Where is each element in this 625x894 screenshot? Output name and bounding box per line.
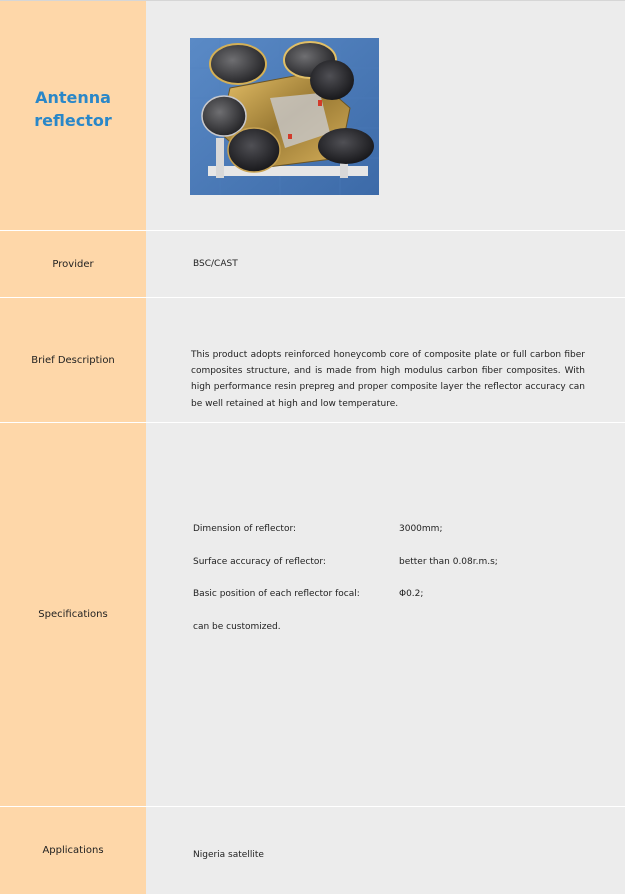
satellite-antenna-reflectors-photo xyxy=(190,38,379,195)
specifications-cell xyxy=(146,423,625,806)
spec-value-surface-accuracy: better than 0.08r.m.s; xyxy=(399,557,498,567)
brief-description-label: Brief Description xyxy=(0,298,146,422)
title-row xyxy=(0,1,625,230)
applications-row xyxy=(0,807,625,894)
spec-note: can be customized. xyxy=(193,622,281,632)
spec-name-surface-accuracy: Surface accuracy of reflector: xyxy=(193,557,326,567)
spec-value-dimension: 3000mm; xyxy=(399,524,443,534)
spec-name-focal-position: Basic position of each reflector focal: xyxy=(193,589,360,599)
spec-name-dimension: Dimension of reflector: xyxy=(193,524,297,534)
brief-description-text: This product adopts reinforced honeycomb core of composite plate or full carbon fiber composites structure, and is made from high modulus carbon fiber composites. With high performance resin prepreg and proper composite layer the reflector accuracy can be well retained at high and low temperature. xyxy=(191,350,585,409)
page-title: Antenna reflector xyxy=(34,88,112,130)
specifications-row xyxy=(0,423,625,806)
photo-cell xyxy=(146,1,625,230)
provider-label: Provider xyxy=(0,231,146,297)
specifications-label: Specifications xyxy=(0,423,146,806)
provider-row xyxy=(0,231,625,297)
title-cell xyxy=(0,1,146,230)
spec-value-focal-position: Φ0.2; xyxy=(399,589,424,599)
applications-value: Nigeria satellite xyxy=(193,850,264,860)
provider-value: BSC/CAST xyxy=(193,259,238,269)
applications-label: Applications xyxy=(0,807,146,894)
